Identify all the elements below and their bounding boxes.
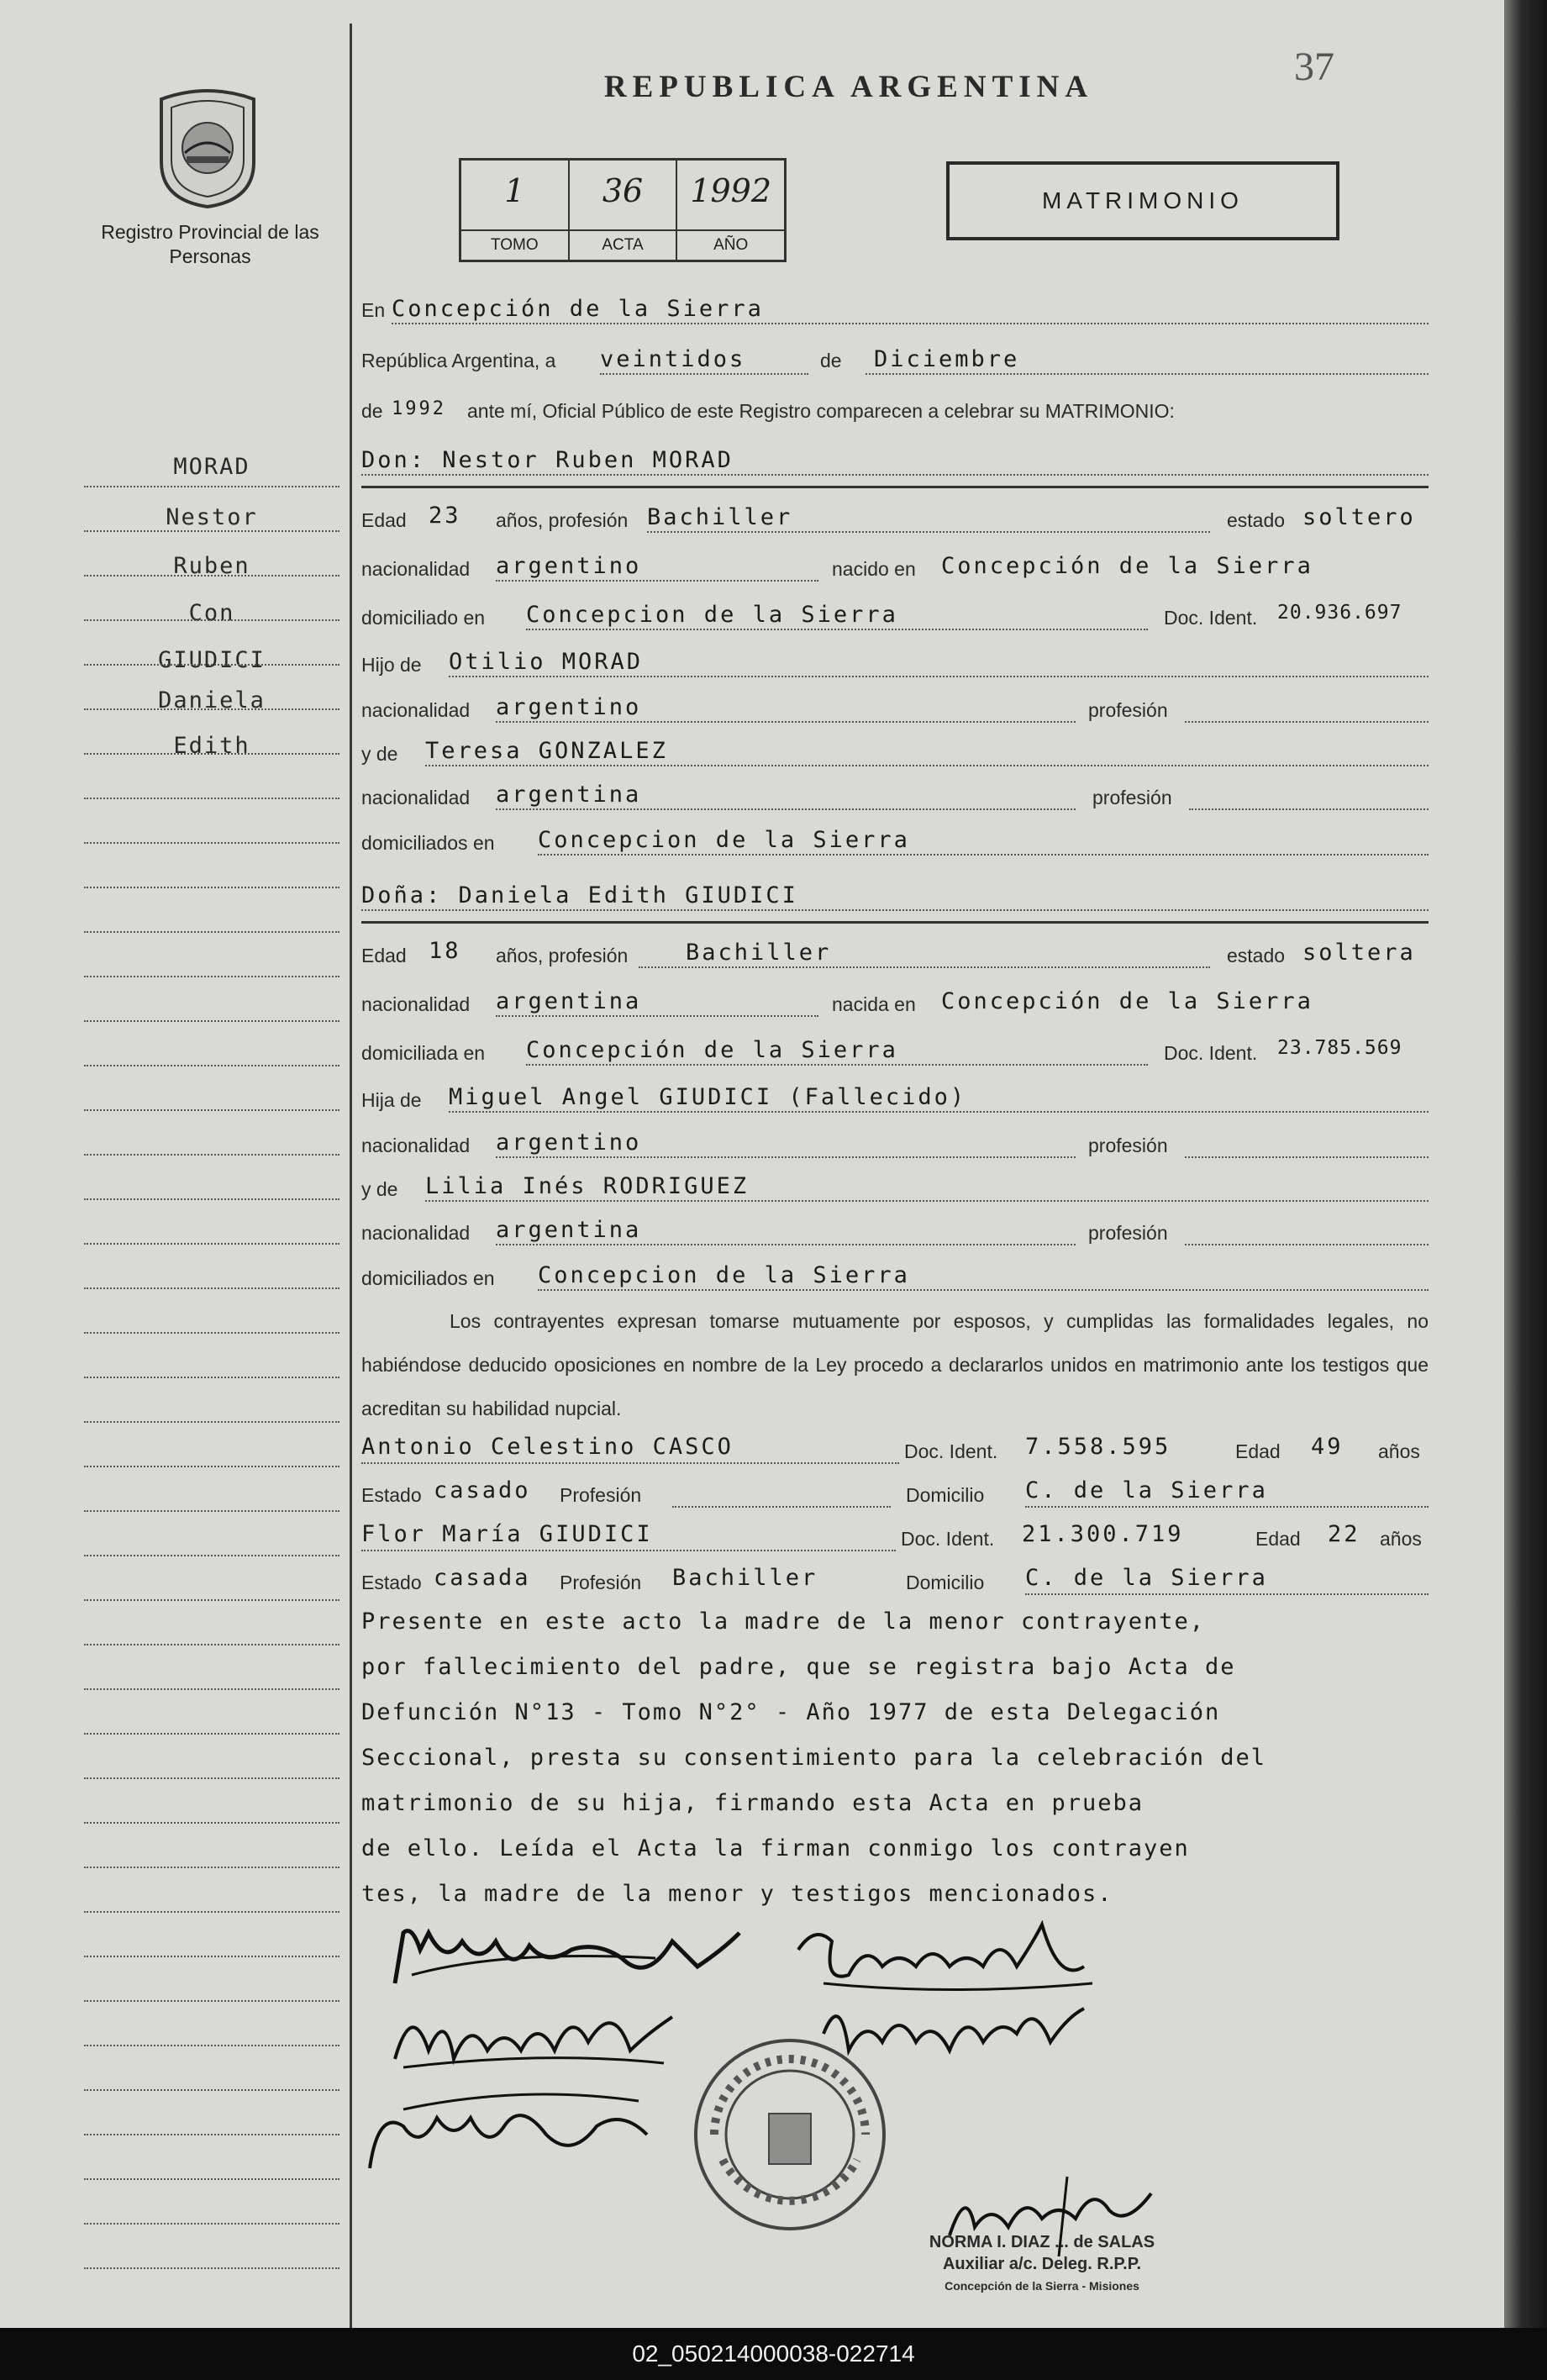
anios-profesion-label: años, profesión xyxy=(496,509,629,531)
fill-line xyxy=(361,1462,899,1464)
fill-line xyxy=(526,1064,1148,1066)
acta-label: ACTA xyxy=(570,229,676,260)
margin-rule-line xyxy=(84,842,339,844)
bride-mother-row xyxy=(361,1172,1429,1205)
doc-label: Doc. Ident. xyxy=(1164,607,1258,629)
margin-rule-line xyxy=(84,1332,339,1334)
margin-rule-line xyxy=(84,619,339,621)
witness-profesion-label: Profesión xyxy=(560,1484,642,1506)
fill-line xyxy=(866,373,1429,375)
margin-rule-line xyxy=(84,1377,339,1378)
margin-rule-line xyxy=(84,2134,339,2135)
margin-rule-line xyxy=(84,1198,339,1200)
document-type-box: MATRIMONIO xyxy=(946,161,1339,240)
hija-label: Hija de xyxy=(361,1089,422,1111)
bride-nationality-row xyxy=(361,987,1429,1020)
estado-label: estado xyxy=(1227,509,1286,531)
image-caption: 02_050214000038-022714 xyxy=(0,2328,1547,2380)
fill-line xyxy=(361,909,1429,911)
domiciliados-label: domiciliados en xyxy=(361,1267,495,1289)
witness-anios-label: años xyxy=(1378,1440,1420,1462)
margin-rule-line xyxy=(84,1688,339,1690)
margin-rule-line xyxy=(84,1911,339,1913)
margin-rule-line xyxy=(84,2089,339,2091)
remark-line: de ello. Leída el Acta la firman conmigo los contrayen xyxy=(361,1835,1190,1861)
nacionalidad-label: nacionalidad xyxy=(361,787,471,808)
groom-address: Concepcion de la Sierra xyxy=(526,602,898,628)
margin-rule-line xyxy=(84,2178,339,2180)
groom-nationality-row xyxy=(361,551,1429,585)
witness-estado-label: Estado xyxy=(361,1484,422,1506)
bride-father-row xyxy=(361,1082,1429,1116)
tomo-value: 1 xyxy=(504,172,525,209)
witness-1-name: Antonio Celestino CASCO xyxy=(361,1434,734,1460)
witness-1-doc: 7.558.595 xyxy=(1025,1434,1171,1460)
page-number: 37 xyxy=(1294,45,1334,89)
doc-label: Doc. Ident. xyxy=(1164,1042,1258,1064)
groom-parents-address: Concepcion de la Sierra xyxy=(538,827,910,853)
margin-rule-line xyxy=(84,976,339,977)
remark-line: Seccional, presta su consentimiento para la celebración del xyxy=(361,1745,1267,1771)
nacionalidad-label: nacionalidad xyxy=(361,699,471,721)
fill-line xyxy=(538,1289,1429,1291)
margin-rule-line xyxy=(84,2267,339,2269)
margin-rule-line xyxy=(84,1555,339,1556)
groom-parents-address-row xyxy=(361,825,1429,859)
fill-line xyxy=(672,1506,891,1508)
y-de-label: y de xyxy=(361,1178,398,1200)
domiciliado-label: domiciliado en xyxy=(361,607,486,629)
remark-line: tes, la madre de la menor y testigos mencionados. xyxy=(361,1881,1113,1907)
bride-age-row xyxy=(361,938,1429,971)
witness-1-address: C. de la Sierra xyxy=(1025,1477,1268,1503)
groom-mother-nat-row xyxy=(361,780,1429,814)
fill-line xyxy=(639,966,1210,968)
signature-witness-1 xyxy=(353,2076,672,2185)
tomo-cell xyxy=(461,161,570,260)
tomo-label: TOMO xyxy=(461,229,568,260)
groom-doc: 20.936.697 xyxy=(1277,602,1402,624)
fill-line xyxy=(361,474,1429,476)
groom-father-nationality: argentino xyxy=(496,694,642,720)
bride-age: 18 xyxy=(429,938,461,964)
witness-2-address: C. de la Sierra xyxy=(1025,1565,1268,1591)
margin-rule-line xyxy=(84,530,339,532)
margin-note: Edith xyxy=(173,733,250,759)
profesion-label: profesión xyxy=(1088,1222,1168,1244)
domiciliada-label: domiciliada en xyxy=(361,1042,486,1064)
remark-line: matrimonio de su hija, firmando esta Acta en prueba xyxy=(361,1790,1144,1816)
bride-birthplace: Concepción de la Sierra xyxy=(941,988,1313,1014)
witness-doc-label: Doc. Ident. xyxy=(901,1528,995,1550)
acta-value: 36 xyxy=(602,172,644,209)
day-value: veintidos xyxy=(600,346,746,372)
margin-note: GIUDICI xyxy=(158,647,266,673)
fill-line xyxy=(1189,808,1429,810)
domiciliados-label: domiciliados en xyxy=(361,832,495,854)
fill-line xyxy=(496,580,818,582)
groom-father: Otilio MORAD xyxy=(449,649,644,675)
fill-line xyxy=(496,1244,1076,1245)
nacionalidad-label: nacionalidad xyxy=(361,558,471,580)
y-de-label: y de xyxy=(361,743,398,765)
margin-rule-line xyxy=(84,887,339,888)
margin-divider xyxy=(350,24,352,2328)
fill-line xyxy=(647,531,1210,533)
place-row xyxy=(361,296,1429,329)
groom-address-row xyxy=(361,600,1429,634)
witness-2-name: Flor María GIUDICI xyxy=(361,1521,653,1547)
delegation-line: Auxiliar a/c. Deleg. R.P.P. xyxy=(942,2255,1142,2273)
bride-profession: Bachiller xyxy=(686,940,832,966)
groom-father-row xyxy=(361,647,1429,681)
anios-profesion-label: años, profesión xyxy=(496,945,629,966)
margin-rule-line xyxy=(84,1466,339,1467)
bride-parents-address: Concepcion de la Sierra xyxy=(538,1262,910,1288)
groom-nationality: argentino xyxy=(496,553,642,579)
estado-label: estado xyxy=(1227,945,1286,966)
acta-reference-box xyxy=(459,158,787,262)
de-year-label: de xyxy=(361,400,383,422)
edad-label: Edad xyxy=(361,945,407,966)
margin-rule-line xyxy=(84,1287,339,1289)
margin-note: MORAD xyxy=(173,454,250,480)
fill-line xyxy=(538,854,1429,856)
month-value: Diciembre xyxy=(874,346,1020,372)
groom-profession: Bachiller xyxy=(647,504,793,530)
declaration-text: Los contrayentes expresan tomarse mutuamente por esposos, y cumplidas las formalidades legales, no habiéndose deducido oposiciones en nombre de la Ley procedo a declararlos unidos en matrimonio ante los testigos que acreditan su habilidad nupcial. xyxy=(361,1310,1429,1419)
bride-parents-address-row xyxy=(361,1261,1429,1294)
nacionalidad-label: nacionalidad xyxy=(361,993,471,1015)
groom-name-row xyxy=(361,447,1429,481)
groom-mother-row xyxy=(361,736,1429,770)
margin-rule-line xyxy=(84,753,339,755)
official-stamp-icon xyxy=(689,2034,891,2235)
fill-line xyxy=(392,323,1429,324)
groom-name: Don: Nestor Ruben MORAD xyxy=(361,447,734,473)
signature-mother xyxy=(378,1983,697,2084)
margin-rule-line xyxy=(84,486,339,487)
bride-mother-nationality: argentina xyxy=(496,1217,642,1243)
document-title: REPUBLICA ARGENTINA xyxy=(603,70,1094,104)
place-value: Concepción de la Sierra xyxy=(392,296,764,322)
delegation-line: NORMA I. DIAZ ... de SALAS xyxy=(929,2233,1155,2251)
republica-label: República Argentina, a xyxy=(361,350,556,371)
remark-line: Presente en este acto la madre de la menor contrayente, xyxy=(361,1609,1206,1635)
fill-line xyxy=(361,1550,896,1551)
margin-rule-line xyxy=(84,1644,339,1645)
anio-value: 1992 xyxy=(690,172,772,209)
margin-rule-line xyxy=(84,2045,339,2046)
margin-rule-line xyxy=(84,1243,339,1245)
fill-line xyxy=(1025,1506,1429,1508)
fill-line xyxy=(1025,1593,1429,1595)
witness-domicilio-label: Domicilio xyxy=(906,1572,985,1593)
acta-cell xyxy=(570,161,678,260)
nacida-label: nacida en xyxy=(832,993,916,1015)
fill-line xyxy=(1185,721,1429,723)
bride-name-row xyxy=(361,882,1429,916)
margin-rule-line xyxy=(84,1154,339,1156)
witness-profesion-label: Profesión xyxy=(560,1572,642,1593)
groom-father-nat-row xyxy=(361,692,1429,726)
margin-rule-line xyxy=(84,1020,339,1022)
profesion-label: profesión xyxy=(1088,699,1168,721)
groom-mother-nationality: argentina xyxy=(496,782,642,808)
profesion-label: profesión xyxy=(1088,1135,1168,1156)
comparecen-text: ante mí, Oficial Público de este Registro comparecen a celebrar su MATRIMONIO: xyxy=(467,400,1175,422)
witness-edad-label: Edad xyxy=(1255,1528,1301,1550)
fill-line xyxy=(449,676,1429,677)
witness-2-profession: Bachiller xyxy=(672,1565,818,1591)
witness-2-details-row xyxy=(361,1565,1429,1598)
nacido-label: nacido en xyxy=(832,558,916,580)
fill-line xyxy=(496,808,1076,810)
groom-mother: Teresa GONZALEZ xyxy=(425,738,668,764)
fill-line xyxy=(496,1156,1076,1158)
margin-rule-line xyxy=(84,1109,339,1111)
bride-nationality: argentina xyxy=(496,988,642,1014)
bride-father: Miguel Angel GIUDICI (Fallecido) xyxy=(449,1084,967,1110)
witness-1-status: casado xyxy=(434,1477,531,1503)
margin-rule-line xyxy=(84,1733,339,1735)
hijo-label: Hijo de xyxy=(361,654,422,676)
remark-line: Defunción N°13 - Tomo N°2° - Año 1977 de esta Delegación xyxy=(361,1699,1221,1725)
fill-line xyxy=(425,1200,1429,1202)
fill-line xyxy=(600,373,808,375)
bride-status: soltera xyxy=(1302,940,1416,966)
margin-rule-line xyxy=(84,931,339,933)
margin-rule-line xyxy=(84,1599,339,1601)
witness-2-doc: 21.300.719 xyxy=(1022,1521,1184,1547)
fill-line xyxy=(1185,1156,1429,1158)
margin-note: Nestor xyxy=(166,504,258,530)
witness-1-details-row xyxy=(361,1477,1429,1511)
delegation-stamp-text xyxy=(840,2231,1244,2297)
margin-rule-line xyxy=(84,1510,339,1512)
witness-domicilio-label: Domicilio xyxy=(906,1484,985,1506)
year-value: 1992 xyxy=(392,398,446,419)
nacionalidad-label: nacionalidad xyxy=(361,1222,471,1244)
margin-note: Daniela xyxy=(158,687,266,713)
page-edge xyxy=(1504,0,1547,2328)
bride-address: Concepción de la Sierra xyxy=(526,1037,898,1063)
delegation-line: Concepción de la Sierra - Misiones xyxy=(945,2279,1139,2293)
margin-note: Con xyxy=(188,600,235,626)
groom-birthplace: Concepción de la Sierra xyxy=(941,553,1313,579)
bride-father-nat-row xyxy=(361,1128,1429,1161)
margin-rule-line xyxy=(84,1065,339,1066)
fill-line xyxy=(1185,1244,1429,1245)
registry-name: Registro Provincial de las Personas xyxy=(101,221,319,267)
remark-line: por fallecimiento del padre, que se registra bajo Acta de xyxy=(361,1654,1236,1680)
margin-rule-line xyxy=(84,664,339,666)
date-row xyxy=(361,346,1429,380)
groom-age: 23 xyxy=(429,503,461,529)
profesion-label: profesión xyxy=(1092,787,1172,808)
bride-father-nationality: argentino xyxy=(496,1129,642,1156)
witness-1-row xyxy=(361,1434,1429,1467)
margin-rule-line xyxy=(84,1777,339,1779)
witness-doc-label: Doc. Ident. xyxy=(904,1440,998,1462)
witness-anios-label: años xyxy=(1380,1528,1422,1550)
witness-estado-label: Estado xyxy=(361,1572,422,1593)
en-label: En xyxy=(361,299,386,321)
witness-2-row xyxy=(361,1521,1429,1555)
bride-name: Doña: Daniela Edith GIUDICI xyxy=(361,882,798,908)
province-seal-icon xyxy=(153,82,262,208)
witness-2-status: casada xyxy=(434,1565,531,1591)
groom-age-row xyxy=(361,503,1429,536)
margin-rule-line xyxy=(84,1822,339,1824)
fill-line xyxy=(496,1015,818,1017)
witness-2-age: 22 xyxy=(1328,1521,1360,1547)
comparecen-row xyxy=(361,397,1429,430)
bride-mother: Lilia Inés RODRIGUEZ xyxy=(425,1173,750,1199)
fill-line xyxy=(526,629,1148,630)
bride-doc: 23.785.569 xyxy=(1277,1037,1402,1059)
section-divider xyxy=(361,921,1429,924)
margin-note: Ruben xyxy=(173,553,250,579)
edad-label: Edad xyxy=(361,509,407,531)
fill-line xyxy=(496,721,1076,723)
fill-line xyxy=(449,1111,1429,1113)
margin-rule-line xyxy=(84,1956,339,1957)
bride-address-row xyxy=(361,1035,1429,1069)
witness-edad-label: Edad xyxy=(1235,1440,1281,1462)
de-label: de xyxy=(820,350,842,371)
margin-rule-line xyxy=(84,798,339,799)
margin-rule-line xyxy=(84,1421,339,1423)
anio-label: AÑO xyxy=(677,229,784,260)
margin-rule-line xyxy=(84,1867,339,1868)
margin-rule-line xyxy=(84,2223,339,2225)
fill-line xyxy=(425,765,1429,766)
margin-rule-line xyxy=(84,2000,339,2002)
nacionalidad-label: nacionalidad xyxy=(361,1135,471,1156)
margin-rule-line xyxy=(84,708,339,710)
margin-rule-line xyxy=(84,575,339,577)
anio-cell xyxy=(677,161,784,260)
groom-status: soltero xyxy=(1302,504,1416,530)
section-divider xyxy=(361,486,1429,488)
witness-1-age: 49 xyxy=(1311,1434,1344,1460)
bride-mother-nat-row xyxy=(361,1215,1429,1249)
